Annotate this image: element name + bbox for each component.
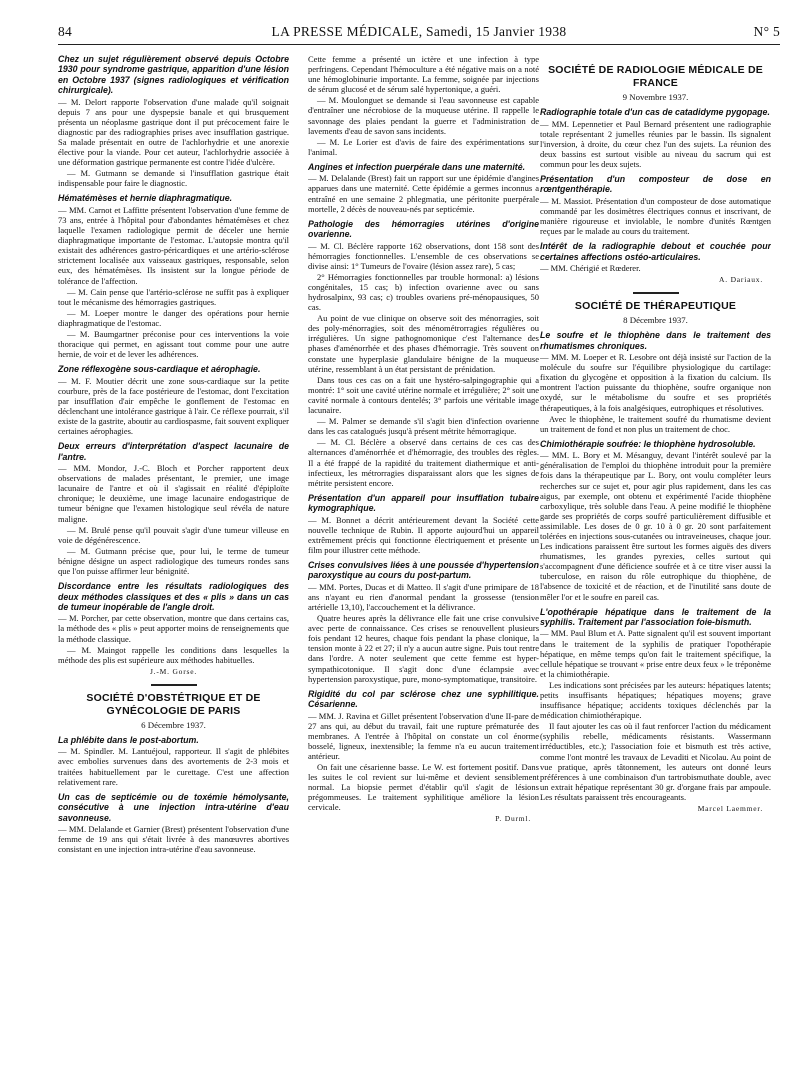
article-text: — M. Delalande (Brest) fait un rapport sur une épidémie d'angines apparues dans une maternité. Cette épidémie a germes inconnus a entraîné en une semaine 2 phlegmatia, une péritonite puerpérale mortelle, 2 décès de nouveau-nés par septicémie. (308, 173, 539, 214)
author-signature: Marcel Laemmer. (697, 804, 763, 814)
article-title: Crises convulsives liées à une poussée d'hypertension paroxystique au cours du post-partum. (308, 559, 539, 581)
discussion: — M. Maingot rappelle les conditions dans lesquelles la méthode des plis est supérieure aux méthodes habituelles. (58, 644, 289, 665)
session-date: 8 Décembre 1937. (623, 315, 688, 326)
article-text: — M. Cl. Béclère rapporte 162 observations, dont 158 sont des hémorragies fonctionnelles. L'ensemble de ces observations se divise ainsi: 1° Tumeurs de l'ovaire (lésion assez rare), 5 cas; (308, 240, 539, 271)
article-title: Présentation d'un composteur de dose en rœntgenthérapie. (540, 173, 771, 195)
discussion: — M. Cain pense que l'artério-sclérose ne suffit pas à expliquer tout le mécanisme des hémorragies gastriques. (58, 286, 289, 307)
article-title: L'opothérapie hépatique dans le traitement de la syphilis. Traitement par l'association foie-bismuth. (540, 606, 771, 628)
discussion: — M. Gutmann se demande si l'insufflation gastrique était indispensable pour faire le diagnostic. (58, 168, 289, 189)
page-number: 84 (58, 24, 73, 39)
article-text: — M. Spindler. M. Lantuéjoul, rapporteur. Il s'agit de phlébites avec embolies survenues dans des avortements de 2-3 mois et traitées habituellement par le curettage. C'est une affection relativement rare. (58, 746, 289, 787)
article-title: Pathologie des hémorragies utérines d'origine ovarienne. (308, 218, 539, 240)
author-signature: P. Durml. (495, 814, 531, 824)
discussion: — M. Moulonguet se demande si l'eau savonneuse est capable d'entraîner une nécrobiose de la muqueuse utérine. Il rappelle le savonnage des plaies pendant la guerre et l'administration de lavements d'eau de savon sans incidents. (308, 95, 539, 136)
discussion: — M. Loeper montre le danger des opérations pour hernie diaphragmatique de l'estomac. (58, 307, 289, 328)
society-heading: SOCIÉTÉ DE THÉRAPEUTIQUE (574, 300, 737, 313)
discussion: — M. Baumgartner préconise pour ces interventions la voie thoracique qui permet, en agissant tout comme pour une autre hernie, de voir et de lever les adhérences. (58, 329, 289, 360)
article-title: Zone réflexogène sous-cardiaque et aérophagie. (58, 364, 261, 375)
issue-number: N° 5 (753, 24, 780, 39)
article-text: — MM. Mondor, J.-C. Bloch et Porcher rapportent deux observations de malades présentant, le premier, une image lacunaire de l'antre et où il s'agissait en réalité d'épiploïte chronique; le deuxième, une image lacunaire endogastrique de tumeur bénigne que l'examen histologique seul révéla de nature maligne. (58, 463, 289, 524)
article-title: Présentation d'un appareil pour insufflation tubaire kymographique. (308, 492, 539, 514)
article-text: Avec le thiophène, le traitement soufré du rhumatisme devient un traitement de fond et non plus un traitement de choc. (540, 413, 771, 434)
society-heading: SOCIÉTÉ DE RADIOLOGIE MÉDICALE DE FRANCE (548, 64, 763, 89)
section-divider (151, 684, 197, 686)
article-title: Chez un sujet régulièrement observé depuis Octobre 1930 pour syndrome gastrique, apparition d'une lésion en Octobre 1937 (signes radiologiques et vérification chirurgicale). (58, 54, 289, 96)
article-text: — MM. J. Ravina et Gillet présentent l'observation d'une II-pare de 27 ans qui, au début du travail, fait une rupture prématurée des membranes. A l'entrée à l'hôpital on constate un col énorme bosselé, ligneux, inextensible; la femme n'a eu aucun traitement antérieur. (308, 710, 539, 761)
article-text: Quatre heures après la délivrance elle fait une crise convulsive avec perte de connaissance. Ces crises se renouvellent plusieurs fois pendant 12 heures, chaque fois pendant la phase clonique, la tension monte à 22 et 27; il n'y a aucun autre signe. Puis tout rentre dans l'ordre. A noter seulement que cette femme est hyper-sympathicotonique. Il s'agit donc d'une éclampsie avec hypertension paroxystique, pure, mono-symptomatique, transitoire. (308, 613, 539, 684)
article-text: — MM. Lepennetier et Paul Bernard présentent une radiographie totale représentant 2 jumelles réunies par le bassin. Ils signalent l'inversion, à droite, du cœur chez l'un des sujets. La réunion des deux bassins est surtout visible au niveau du sacrum qui est commun pour les deux sujets. (540, 118, 771, 169)
article-text: — M. Bonnet a décrit antérieurement devant la Société cette nouvelle technique de Rubin. Il apporte aujourd'hui un appareil extrêmement précis qui fonctionne électriquement et présente un film pour illustrer cette méthode. (308, 514, 539, 555)
discussion: — M. Le Lorier est d'avis de faire des expérimentations sur l'animal. (308, 136, 539, 157)
article-text: — MM. L. Bory et M. Mésanguy, devant l'intérêt soulevé par la généralisation de l'emploi du thiophène introduit pour la première fois dans la thérapeutique par L. Bory, ont voulu compléter leurs recherches sur ce sujet et, pour agir plus rapidement, dans les cas aigus, par exemple, ont obtenu et expérimenté l'acide thiophène carboxylique, très soluble dans l'eau. A peine modifié le thiophène garde ses propriétés de corps soufré particulièrement diffusible et assimilable. Les doses de 0 gr. 10 à 0 gr. 20 sont parfaitement tolérées en injections sous-cutanées ou intraveineuses, chaque jour. Les indications paraissent être surtout les formes aiguës des divers rhumatismes, les grandes pyrexies, celles surtout qui s'accompagnent d'une déficience soufrée et à ce titre viser aussi la tuberculose, en raison du rôle eutrophique du thiophène, de l'absence de toxicité et de réaction, et de l'inutilité sans doute de mêler l'or et le soufre en pareil cas. (540, 450, 771, 602)
article-text: 2° Hémorragies fonctionnelles par trouble hormonal: a) lésions congénitales, 15 cas; b) infection ovarienne avec ou sans hydrosalpinx, 93 cas; c) troubles ovariens pré-ménopausiques, 50 cas. (308, 271, 539, 313)
article-text: — MM. Carnot et Laffitte présentent l'observation d'une femme de 73 ans, entrée à l'hôpital pour d'abondantes hématémèses et chez laquelle l'examen radiologique permit de déceler une hernie diaphragmatique importante de l'estomac. L'autopsie montra qu'il existait des adhérences gastro-péricardiques et une artério-sclérose strictement localisée aux vaisseaux gastriques, responsable, selon eux, des hématémèses. Ils insistent sur la longue période de tolérance de l'affection. (58, 204, 289, 286)
header-rule (58, 44, 780, 45)
article-text: — MM. Paul Blum et A. Patte signalent qu'il est souvent important dans le traitement de la syphilis de pratiquer l'opothérapie hépatique, en même temps qu'on fait le traitement spécifique, la cellule hépatique se trouvant « prise entre deux feux » le tréponème et la chimiothérapie. (540, 628, 771, 679)
article-text: — M. Delort rapporte l'observation d'une malade qu'il soignait depuis 7 ans pour une dyspepsie banale et qui brusquement présenta un néoplasme gastrique dont il put précocement faire le diagnostic par des radiographies prises avec insufflation gastrique. Sa malade présentait en outre de l'achlorhydrie et une anorexie élective pour la viande. Pour cet auteur, l'achlorhydrie associée à une déformation gastrique permanente est contre l'idée d'ulcère. (58, 96, 289, 168)
article-text: Dans tous ces cas on a fait une hystéro-salpingographie qui a montré: 1° soit une cavité utérine normale et irrégulière; 2° soit une cavité normale à contours dentelés; 3° parfois une véritable image lacunaire. (308, 374, 539, 416)
discussion: — M. Cl. Béclère a observé dans certains de ces cas des alternances d'aménorrhée et d'hémorragie, des troubles des règles. Il a été frappé de la rapidité du traitement diathermique et anti-infectieux, les métrorragies disparaissant alors que les signes de métrite persistent encore. (308, 437, 539, 488)
article-text: — M. F. Moutier décrit une zone sous-cardiaque sur la petite courbure, près de la face postérieure de l'estomac, dont l'excitation par insufflation d'air empêche le gonflement de l'estomac en déclenchant une intolérance gastrique à l'air. Ce réflexe pourrait, s'il existe de la gastrite, aboutir au cardiospasme, fait souvent expliquer certaines aérophagies. (58, 375, 289, 437)
article-text: — MM. M. Loeper et R. Lesobre ont déjà insisté sur l'action de la molécule du soufre sur l'équilibre physiologique du cartilage: fixation du glycogène et opposition à la fixation du calcium. Ils montrent l'action puissante du thiophène, soufre organique non oxydé, sur le métabolisme du soufre et ses propriétés thérapeutiques, à la fois analgésiques, eutrophiques et résolutives. (540, 352, 771, 413)
article-text: — M. Porcher, par cette observation, montre que dans certains cas, la méthode des « plis » peut apporter moins de renseignements que la méthode classique. (58, 613, 289, 644)
article-text: Les indications sont précisées par les auteurs: hépatiques latents; petits insuffisants hépatiques; hépatiques moyens; grave insuffisance hépatique; accidents toxiques déclenchés par la médication chimiothérapique. (540, 679, 771, 721)
session-date: 9 Novembre 1937. (622, 92, 689, 102)
article-title: Hématémèses et hernie diaphragmatique. (58, 193, 233, 204)
article-title: Le soufre et le thiophène dans le traitement des rhumatismes chroniques. (540, 330, 771, 351)
discussion: — M. Gutmann précise que, pour lui, le terme de tumeur bénigne désigne un aspect radiologique des tumeurs rondes sans que l'on puisse affirmer leur bénignité. (58, 545, 289, 576)
article-title: Intérêt de la radiographie debout et couchée pour certaines affections ostéo-articulaires. (540, 241, 771, 262)
article-text: — MM. Chérigié et Rœderer. (540, 262, 641, 273)
article-text: Il faut ajouter les cas où il faut renforcer l'action du médicament (syphilis rebelle, médicaments résistants. Wassermann irréductibles, etc.); l'association foie et bismuth est très active, comme l'ont montré les travaux de Levaditi et Nicolau. Au point de vue pratique, après tâtonnement, les auteurs ont donné leurs préférences à une combinaison d'un tartrobismuthate double, avec un extrait hépatique représentant 30 gr. d'organe frais par ampoule. Les résultats paraissent très encourageants. (540, 721, 771, 802)
society-heading: SOCIÉTÉ D'OBSTÉTRIQUE ET DE GYNÉCOLOGIE DE PARIS (86, 691, 261, 717)
journal-title: LA PRESSE MÉDICALE, Samedi, 15 Janvier 1938 (271, 24, 567, 39)
article-text: — M. Massiot. Présentation d'un composteur de dose automatique commandé par les dosimètres électriques connus et inscrivant, de manière rigoureuse et inviolable, le nombre d'unités Rœntgen reçues par le malade au cours du traitement. (540, 195, 771, 237)
column-2 (308, 54, 539, 1070)
author-signature: J.-M. Gorse. (149, 666, 198, 676)
article-title: La phlébite dans le post-abortum. (58, 734, 199, 745)
article-title: Deux erreurs d'interprétation d'aspect lacunaire de l'antre. (58, 441, 289, 462)
article-title: Angines et infection puerpérale dans une maternité. (308, 161, 526, 172)
article-title: Rigidité du col par sclérose chez une syphilitique. Césarienne. (308, 688, 539, 710)
article-text: — MM. Delalande et Garnier (Brest) présentent l'observation d'une femme de 19 ans qui s'était livrée à des manœuvres abortives consistant en une injection intra-utérine d'eau savonneuse. (58, 823, 289, 855)
article-text: On fait une césarienne basse. Le W. est fortement positif. Dans les suites le col revient sur lui-même et devient sensiblement normal. La biopsie permet d'établir qu'il s'agit de lésions prégommeuses. Le traitement syphilitique améliore la lésion cervicale. (308, 762, 539, 813)
article-title: Un cas de septicémie ou de toxémie hémolysante, consécutive à une injection intra-utérine d'eau savonneuse. (58, 791, 289, 823)
article-title: Discordance entre les résultats radiologiques des deux méthodes classiques et des « plis » dans un cas de tumeur inopérable de l'angle droit. (58, 581, 289, 612)
discussion: — M. Brulé pense qu'il pouvait s'agir d'une tumeur villeuse en voie de dégénérescence. (58, 524, 289, 545)
session-date: 6 Décembre 1937. (141, 719, 206, 730)
article-text: Au point de vue clinique on observe soit des ménorragies, soit des poly-ménorragies, soit des ménométrorragies régulières ou irrégulières. Un signe pathognomonique c'est l'alternance des phases d'aménorrhée et des phases d'hémorragie. Très souvent on constate une hyperplasie glandulaire bénigne de la muqueuse utérine, ressemblant à un état persistant de prénidation. (308, 313, 539, 374)
column-3 (540, 54, 771, 1070)
article-text: Cette femme a présenté un ictère et une infection à type perfringens. Cependant l'hémoculture a été négative mais on a noté une hémoglobinurie importante. La femme, soignée par injections de sérum glucosé et de sérum salé hypertonique, a guéri. (308, 54, 539, 95)
column-1 (58, 54, 289, 1070)
article-title: Chimiothérapie soufrée: le thiophène hydrosoluble. (540, 438, 756, 449)
author-signature: A. Dariaux. (719, 275, 763, 285)
section-divider (633, 292, 679, 294)
article-text: — MM. Portes, Ducas et di Matteo. Il s'agit d'une primipare de 18 ans n'ayant eu rien d'anormal pendant la grossesse (tension artérielle 13,10), l'accouchement et la délivrance. (308, 581, 539, 612)
discussion: — M. Palmer se demande s'il s'agit bien d'infection ovarienne dans les cas catalogués jusqu'à présent métrite hémorragique. (308, 416, 539, 437)
page-header (58, 24, 780, 42)
article-title: Radiographie totale d'un cas de catadidyme pygopage. (540, 107, 770, 118)
